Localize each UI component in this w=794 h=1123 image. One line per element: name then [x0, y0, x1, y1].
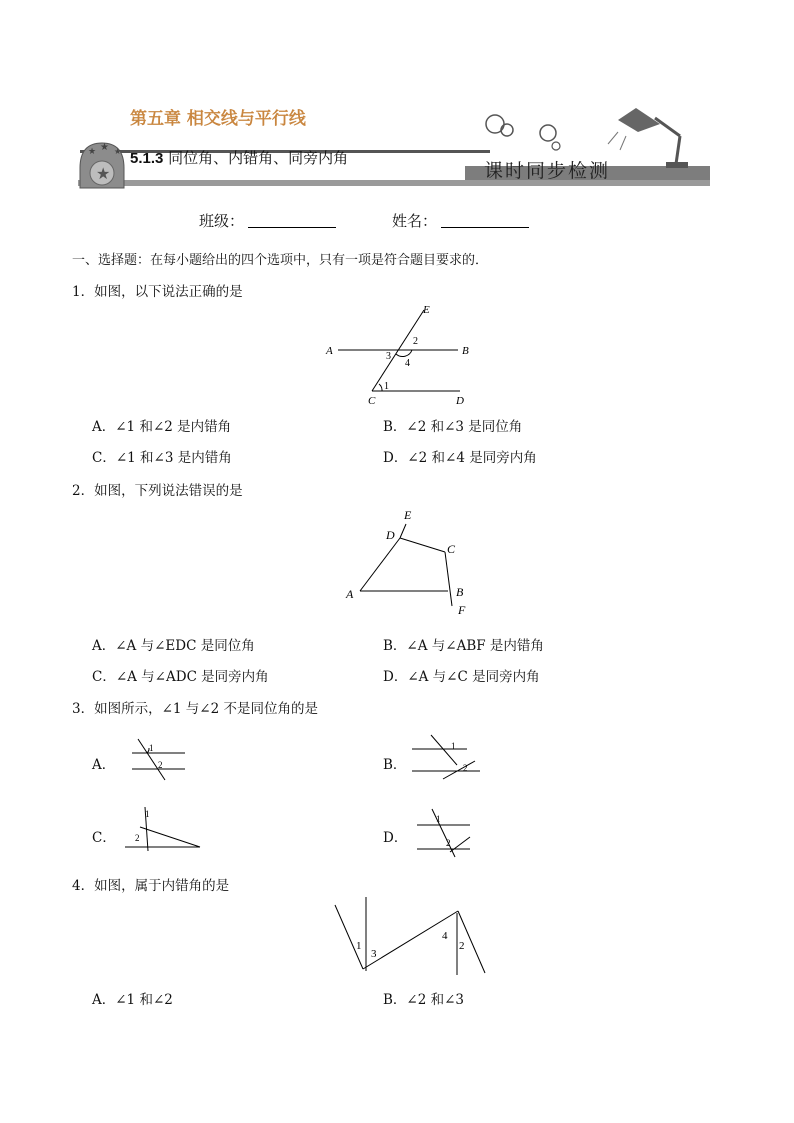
q2-label-e: E: [404, 508, 412, 522]
q3-figure-d: [410, 805, 480, 860]
svg-text:★: ★: [88, 146, 97, 156]
q3c-n1: 1: [145, 809, 150, 819]
q1-figure: [320, 300, 480, 410]
class-label: 班级：: [199, 212, 245, 230]
q2-label-c: C: [447, 542, 456, 556]
q1-option-a[interactable]: A．∠1 和∠2 是内错角: [92, 419, 232, 435]
q3b-n2: 2: [463, 763, 468, 773]
q1-label-c: C: [368, 395, 376, 407]
q3-option-c[interactable]: C．: [92, 830, 116, 846]
q1-angle-4: 4: [405, 358, 410, 369]
q2-option-d[interactable]: D．∠A 与∠C 是同旁内角: [383, 669, 540, 685]
chapter-title: 第五章 相交线与平行线: [130, 109, 306, 129]
q3-figure-b: [405, 733, 485, 783]
q4-angle-3: 3: [371, 948, 377, 960]
q3-option-d[interactable]: D．: [383, 830, 408, 846]
q1-label-b: B: [462, 345, 469, 357]
section-number: 5.1.3: [130, 150, 164, 167]
q1-stem: 1．如图，以下说法正确的是: [72, 284, 243, 300]
q1-label-e: E: [423, 304, 430, 316]
q2-option-c[interactable]: C．∠A 与∠ADC 是同旁内角: [92, 669, 269, 685]
q2-label-b: B: [456, 585, 464, 599]
svg-text:★: ★: [96, 166, 111, 183]
part1-heading: 一、选择题：在每小题给出的四个选项中，只有一项是符合题目要求的．: [72, 253, 489, 268]
q3a-n1: 1: [149, 743, 154, 753]
q3c-n2: 2: [135, 833, 140, 843]
q4-angle-4: 4: [442, 930, 448, 942]
q1-option-c[interactable]: C．∠1 和∠3 是内错角: [92, 450, 232, 466]
q1-option-d[interactable]: D．∠2 和∠4 是同旁内角: [383, 450, 537, 466]
q2-label-a: A: [346, 587, 354, 601]
q4-stem: 4．如图，属于内错角的是: [72, 878, 230, 894]
name-blank[interactable]: [441, 213, 529, 228]
name-row: [392, 210, 529, 231]
q2-option-b[interactable]: B．∠A 与∠ABF 是内错角: [383, 638, 544, 654]
q4-angle-2: 2: [459, 940, 465, 952]
q2-figure: [340, 502, 480, 622]
q3-stem: 3．如图所示，∠1 与∠2 不是同位角的是: [72, 701, 318, 717]
section-title: [130, 147, 348, 168]
q1-label-d: D: [456, 395, 464, 407]
svg-text:★: ★: [114, 147, 122, 156]
q1-label-a: A: [326, 345, 333, 357]
class-blank[interactable]: [248, 213, 336, 228]
q4-figure: [330, 895, 495, 980]
section-name: 同位角、内错角、同旁内角: [168, 149, 349, 167]
q3-figure-c: [120, 805, 205, 855]
name-label: 姓名：: [392, 212, 438, 230]
q2-option-a[interactable]: A．∠A 与∠EDC 是同位角: [92, 638, 255, 654]
svg-text:★: ★: [100, 142, 109, 153]
q4-option-b[interactable]: B．∠2 和∠3: [383, 992, 465, 1008]
q2-stem: 2．如图，下列说法错误的是: [72, 483, 243, 499]
q1-option-b[interactable]: B．∠2 和∠3 是同位角: [383, 419, 523, 435]
q1-angle-3: 3: [386, 351, 391, 362]
q1-angle-2: 2: [413, 336, 418, 347]
q3b-n1: 1: [451, 741, 456, 751]
q3d-n1: 1: [436, 814, 441, 824]
q1-angle-1: 1: [384, 381, 389, 392]
q3-option-a[interactable]: A．: [92, 757, 116, 773]
stamp-label: 课时同步检测: [484, 160, 611, 182]
q3-figure-a: [125, 733, 195, 783]
q3-option-b[interactable]: B．: [383, 757, 407, 773]
q4-angle-1: 1: [356, 940, 362, 952]
q3a-n2: 2: [158, 760, 163, 770]
q2-label-d: D: [386, 528, 395, 542]
class-row: [199, 210, 336, 231]
q4-option-a[interactable]: A．∠1 和∠2: [92, 992, 173, 1008]
q2-label-f: F: [458, 603, 466, 617]
q3d-n2: 2: [446, 838, 451, 848]
